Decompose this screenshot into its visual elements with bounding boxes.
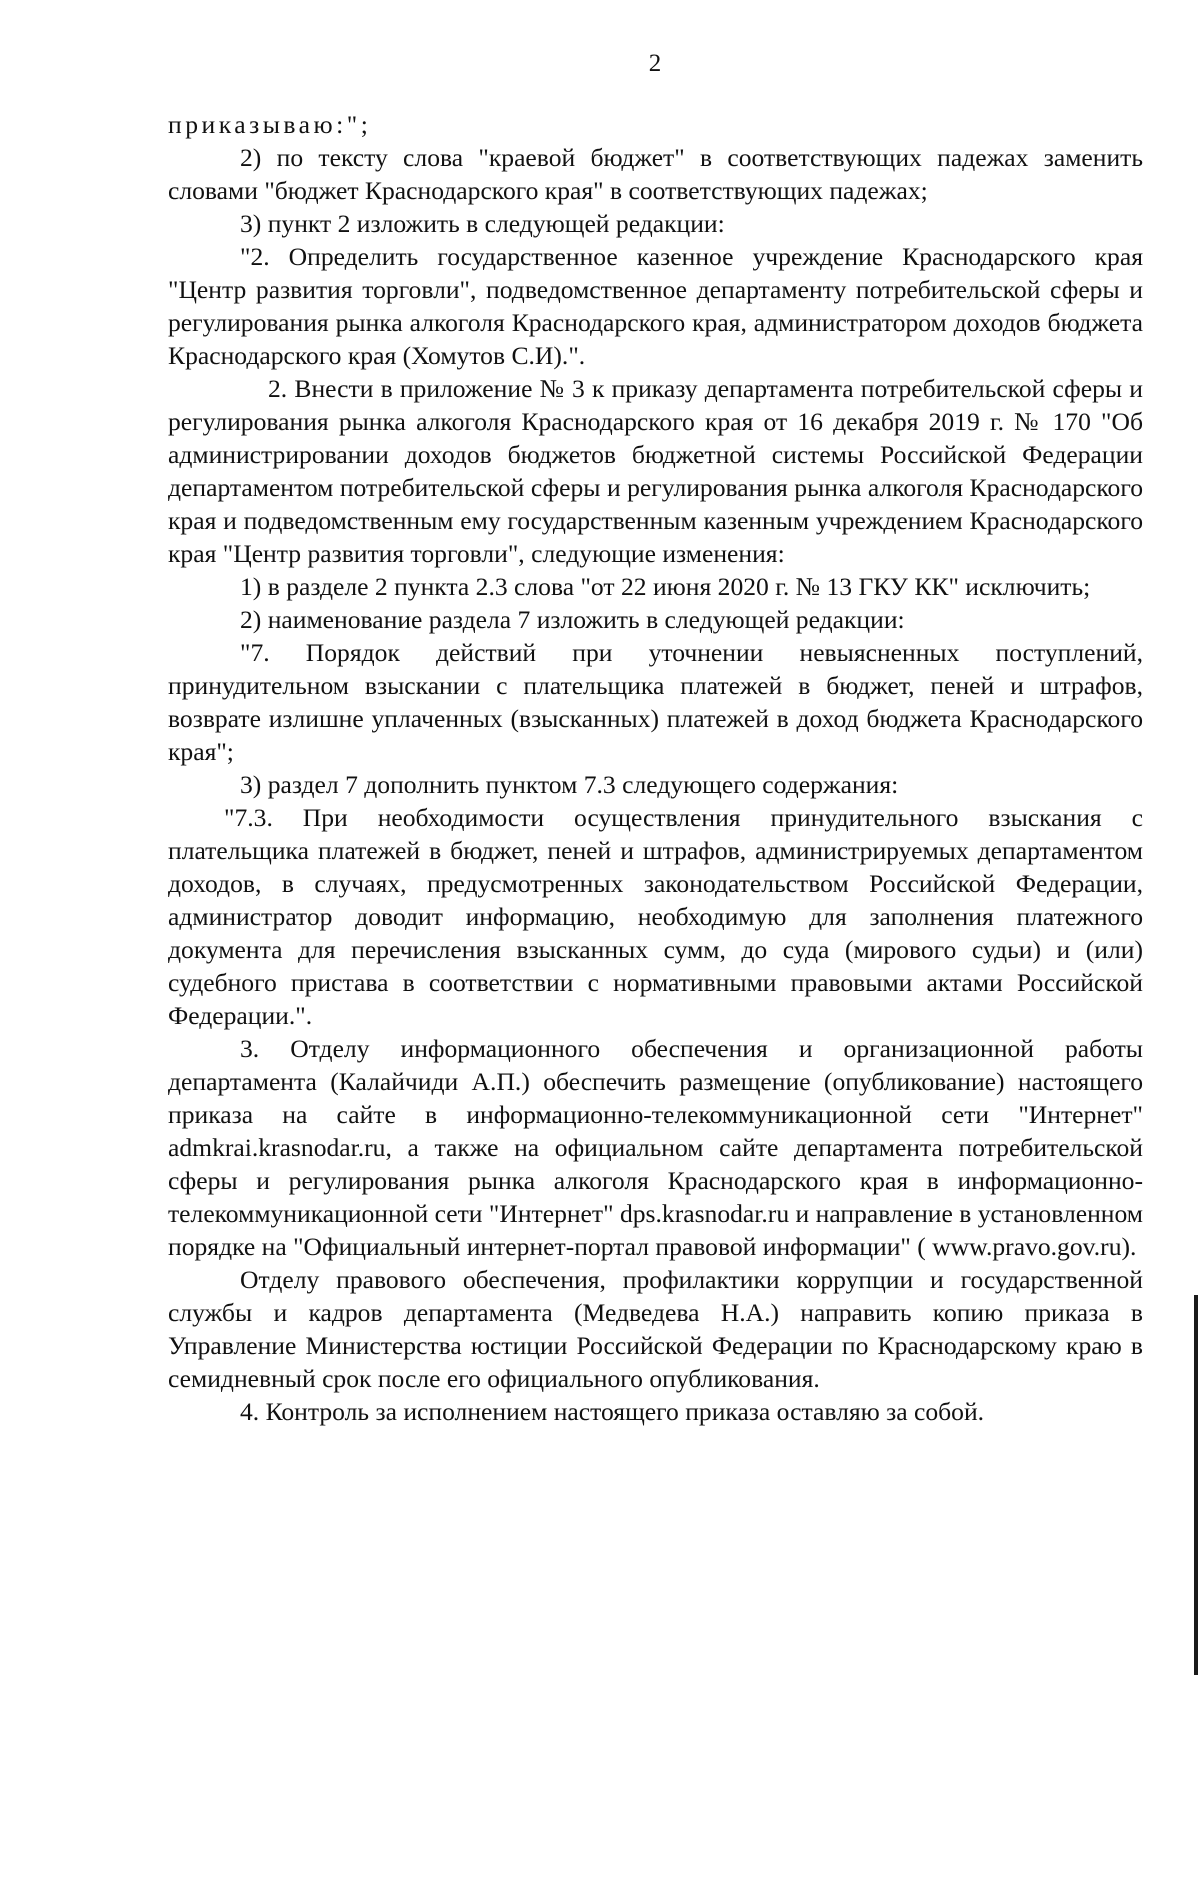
paragraph-quote-7: "7. Порядок действий при уточнении невыясненных поступлений, принудительном взыскании с плательщика платежей в бюджет, пеней и штрафов, возврате излишне уплаченных (взысканных) платежей в доход бюджета Краснодарского края"; — [168, 638, 1143, 766]
page-number: 2 — [648, 50, 662, 77]
paragraph-sub-1: 1) в разделе 2 пункта 2.3 слова "от 22 июня 2020 г. № 13 ГКУ КК" исключить; — [240, 572, 1091, 601]
paragraph-quote-7-3: "7.3. При необходимости осуществления принудительного взыскания с плательщика платежей в бюджет, пеней и штрафов, администрируемых департаментом доходов, в случаях, предусмотренных законодательством Российской Федерации, администратор доводит информацию, необходимую для заполнения платежного документа для перечисления взысканных сумм, до суда (мирового судьи) и (или) судебного пристава в соответствии с нормативными правовыми актами Российской Федерации.". — [168, 803, 1143, 1030]
paragraph-section-4: 4. Контроль за исполнением настоящего приказа оставляю за собой. — [240, 1397, 985, 1426]
paragraph-sub-3: 3) раздел 7 дополнить пунктом 7.3 следующего содержания: — [240, 770, 899, 799]
paragraph-sub-2: 2) наименование раздела 7 изложить в следующей редакции: — [240, 605, 905, 634]
document-body — [168, 108, 1143, 1428]
paragraph-section-2: 2. Внести в приложение № 3 к приказу департамента потребительской сферы и регулирования рынка алкоголя Краснодарского края от 16 декабря 2019 г. № 170 "Об администрировании доходов бюджетов бюджетной системы Российской Федерации департаментом потребительской сферы и регулирования рынка алкоголя Краснодарского края и подведомственным ему государственным казенным учреждением Краснодарского края "Центр развития торговли", следующие изменения: — [168, 374, 1143, 568]
paragraph-order-end: приказываю:"; — [168, 110, 372, 139]
paragraph-quote-point2: "2. Определить государственное казенное учреждение Краснодарского края "Центр развития торговли", подведомственное департаменту потребительской сферы и регулирования рынка алкоголя Краснодарского края, администратором доходов бюджета Краснодарского края (Хомутов С.И).". — [168, 242, 1143, 370]
paragraph-section-3: 3. Отделу информационного обеспечения и организационной работы департамента (Калайчиди А.П.) обеспечить размещение (опубликование) настоящего приказа на сайте в информационно-телекоммуникационной сети "Интернет" admkrai.krasnodar.ru, а также на официальном сайте департамента потребительской сферы и регулирования рынка алкоголя Краснодарского края в информационно-телекоммуникационной сети "Интернет" dps.krasnodar.ru и направление в установленном порядке на "Официальный интернет-портал правовой информации" ( www.pravo.gov.ru). — [168, 1034, 1143, 1261]
paragraph-item-2-replace: 2) по тексту слова "краевой бюджет" в соответствующих падежах заменить словами "бюджет Краснодарского края" в соответствующих падежах; — [168, 143, 1143, 205]
paragraph-item-3-point2: 3) пункт 2 изложить в следующей редакции: — [240, 209, 725, 238]
paragraph-legal-dept: Отделу правового обеспечения, профилактики коррупции и государственной службы и кадров департамента (Медведева Н.А.) направить копию приказа в Управление Министерства юстиции Российской Федерации по Краснодарскому краю в семидневный срок после его официального опубликования. — [168, 1265, 1143, 1393]
scan-edge-line — [1194, 1295, 1198, 1675]
